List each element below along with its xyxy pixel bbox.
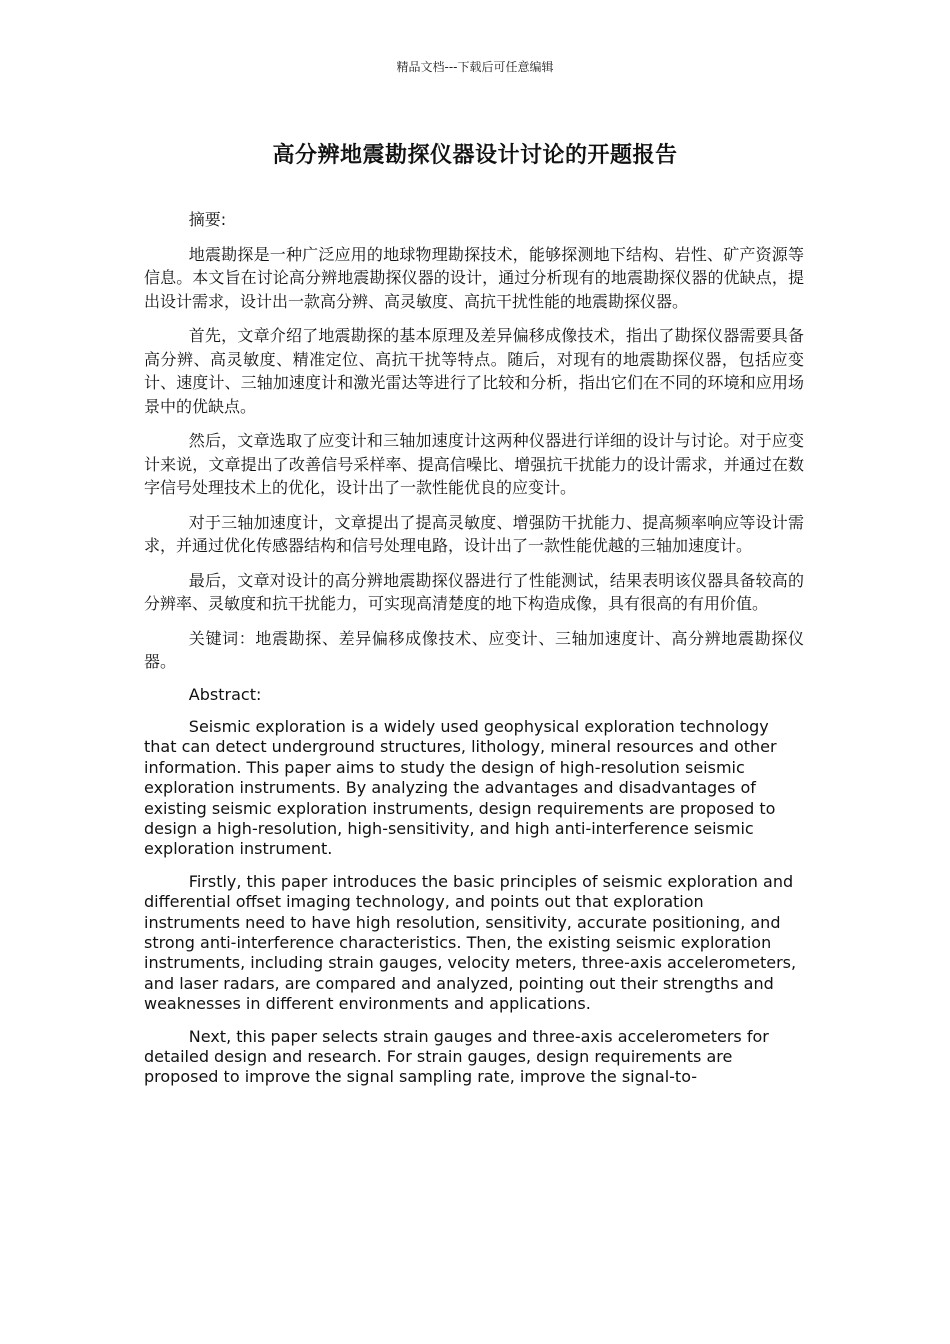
abstract-paragraph-en-3: Next, this paper selects strain gauges and three-axis accelerometers for detailed design and research. For strain gauges, design requirements are proposed to improve the signal sampling rate, improve the signal-to-	[144, 1026, 769, 1087]
abstract-label-en: Abstract:	[188, 684, 262, 704]
abstract-paragraph-cn-1: 地震勘探是一种广泛应用的地球物理勘探技术，能够探测地下结构、岩性、矿产资源等信息。本文旨在讨论高分辨地震勘探仪器的设计，通过分析现有的地震勘探仪器的优缺点，提出设计需求，设计出一款高分辨、高灵敏度、高抗干扰性能的地震勘探仪器。	[144, 244, 804, 311]
page-header: 精品文档---下载后可任意编辑	[396, 60, 554, 74]
abstract-paragraph-cn-4: 对于三轴加速度计，文章提出了提高灵敏度、增强防干扰能力、提高频率响应等设计需求，并通过优化传感器结构和信号处理电路，设计出了一款性能优越的三轴加速度计。	[144, 512, 804, 555]
keywords-cn: 关键词：地震勘探、差异偏移成像技术、应变计、三轴加速度计、高分辨地震勘探仪器。	[144, 628, 804, 671]
document-body	[144, 208, 804, 1100]
abstract-paragraph-en-2: Firstly, this paper introduces the basic principles of seismic exploration and differential offset imaging technology, and points out that exploration instruments need to have high resolution, sensitivity, accurate positioning, and strong anti-interference characteristics. Then, the existing seismic exploration instruments, including strain gauges, velocity meters, three-axis accelerometers, and laser radars, are compared and analyzed, pointing out their strengths and weaknesses in different environments and applications.	[144, 871, 797, 1014]
abstract-label-cn: 摘要:	[188, 210, 227, 229]
abstract-paragraph-en-1: Seismic exploration is a widely used geophysical exploration technology that can detect underground structures, lithology, mineral resources and other information. This paper aims to study the design of high-resolution seismic exploration instruments. By analyzing the advantages and disadvantages of existing seismic exploration instruments, design requirements are proposed to design a high-resolution, high-sensitivity, and high anti-interference seismic exploration instrument.	[144, 716, 777, 859]
abstract-paragraph-cn-5: 最后，文章对设计的高分辨地震勘探仪器进行了性能测试，结果表明该仪器具备较高的分辨率、灵敏度和抗干扰能力，可实现高清楚度的地下构造成像，具有很高的有用价值。	[144, 570, 804, 613]
abstract-paragraph-cn-3: 然后，文章选取了应变计和三轴加速度计这两种仪器进行详细的设计与讨论。对于应变计来说，文章提出了改善信号采样率、提高信噪比、增强抗干扰能力的设计需求，并通过在数字信号处理技术上的优化，设计出了一款性能优良的应变计。	[144, 431, 804, 497]
document-title: 高分辨地震勘探仪器设计讨论的开题报告	[272, 143, 678, 168]
abstract-paragraph-cn-2: 首先，文章介绍了地震勘探的基本原理及差异偏移成像技术，指出了勘探仪器需要具备高分辨、高灵敏度、精准定位、高抗干扰等特点。随后，对现有的地震勘探仪器，包括应变计、速度计、三轴加速度计和激光雷达等进行了比较和分析，指出它们在不同的环境和应用场景中的优缺点。	[144, 326, 804, 416]
